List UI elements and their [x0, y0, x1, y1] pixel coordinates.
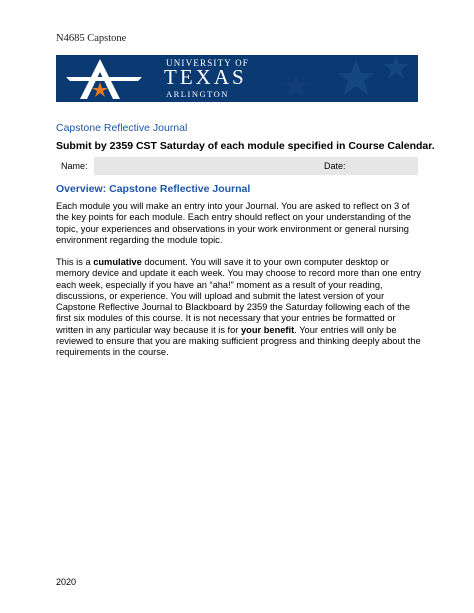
p2-text-a: This is a [56, 257, 94, 267]
overview-title: Overview: Capstone Reflective Journal [56, 183, 251, 195]
p2-benefit-bold: your benefit [241, 324, 295, 335]
banner-university-of: UNIVERSITY OF [166, 58, 250, 68]
footer-year: 2020 [56, 577, 77, 587]
date-field[interactable] [357, 157, 418, 175]
submit-deadline: Submit by 2359 CST Saturday of each module specified in Course Calendar. [56, 140, 435, 152]
p2-text-c: . Your entries will only be reviewed to ensure that you are making sufficient progress and thinking deeply about the requirements in the course. [56, 324, 421, 358]
name-date-row [56, 157, 418, 175]
section-title: Capstone Reflective Journal [56, 122, 188, 134]
p2-cumulative-bold: cumulative [93, 257, 142, 267]
name-label: Name: [61, 161, 88, 171]
uta-banner [56, 55, 418, 102]
banner-arlington: ARLINGTON [166, 89, 229, 99]
banner-texas: TEXAS [164, 65, 247, 89]
p2-text-b: document. You will save it to your own computer desktop or memory device and update it each week. You may choose to record more than one entry each week, especially if you have an “aha!” moment as a result of your reading, discussions, or experience. You will upload and submit the latest version of your Capstone Reflective Journal to Blackboard by 2359 the Saturday following each of the first six modules of this course. It is not necessary that your entries be formatted or written in any particular way because it is for [56, 257, 421, 335]
paragraph-cumulative [56, 257, 424, 359]
header-course: N4685 Capstone [56, 33, 127, 44]
date-label: Date: [324, 161, 346, 171]
paragraph-entries: Each module you will make an entry into your Journal. You are asked to reflect on 3 of the key points for each module. Each entry should reflect on your understanding of the topic, your experiences and observations in your work environment or general nursing environment regarding the module topic. [56, 201, 412, 245]
